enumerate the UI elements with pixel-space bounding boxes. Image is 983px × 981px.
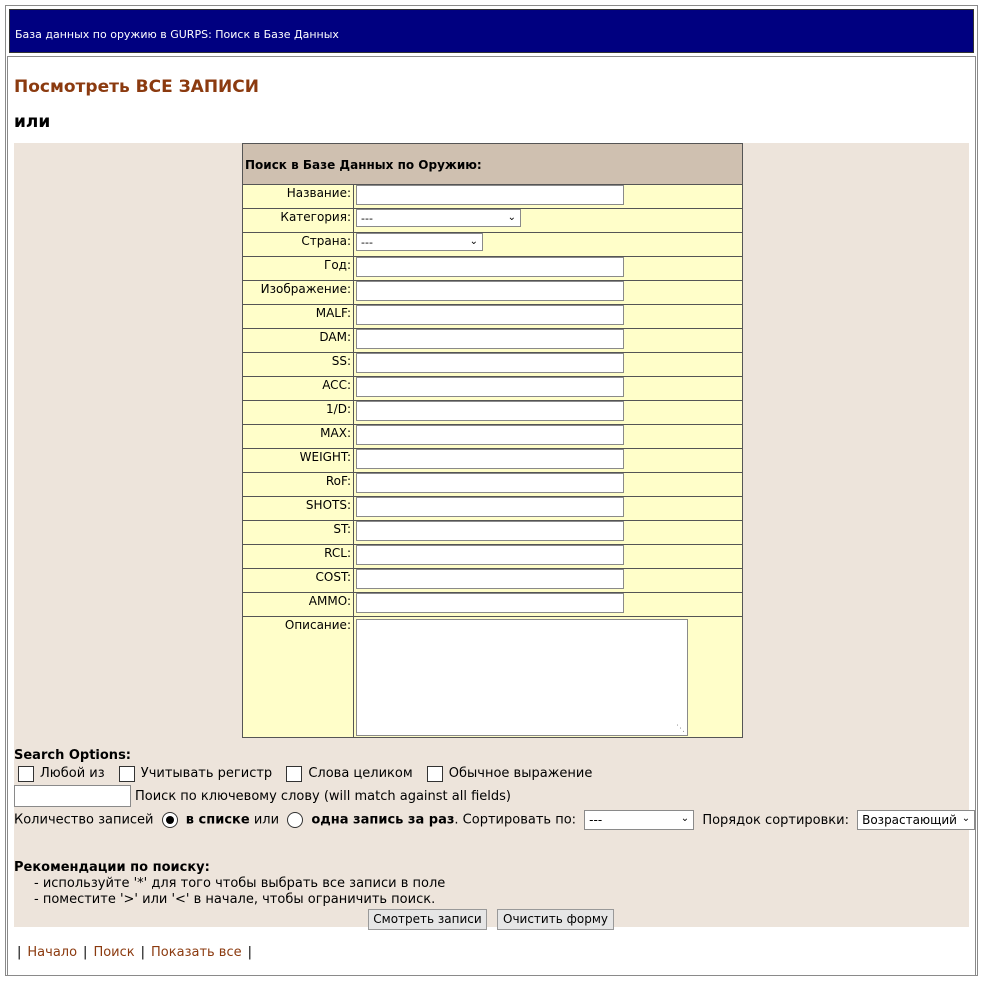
row-shots [243,497,742,521]
match-case-label: Учитывать регистр [140,766,273,781]
image-label: Изображение: [260,282,351,296]
count-sort-line [14,810,975,832]
footer-nav: | Начало | Поиск | Показать все | [17,945,253,960]
regex-label: Обычное выражение [448,766,593,781]
view-records-button[interactable]: Смотреть записи [368,909,487,930]
category-select-value: --- [361,212,373,225]
in-list-radio[interactable] [162,812,178,828]
row-category [243,209,742,233]
description-label: Описание: [284,618,351,632]
st-input[interactable] [356,521,624,541]
clear-form-button[interactable]: Очистить форму [497,909,614,930]
row-weight [243,449,742,473]
image-input[interactable] [356,281,624,301]
footer-show-all-link[interactable]: Показать все [151,945,242,960]
country-label: Страна: [301,234,351,248]
row-rof [243,473,742,497]
weight-input[interactable] [356,449,624,469]
cost-input[interactable] [356,569,624,589]
view-all-link[interactable]: Посмотреть ВСЕ ЗАПИСИ [14,77,259,97]
name-input[interactable] [356,185,624,205]
tip-line: - используйте '*' для того чтобы выбрать все записи в поле [34,876,446,891]
chevron-down-icon: ⌄ [507,212,516,223]
row-description [243,617,742,737]
sort-by-value: --- [589,813,603,827]
whole-words-checkbox[interactable] [286,766,302,782]
ss-label: SS: [331,354,351,368]
any-of-label: Любой из [40,766,105,781]
category-label: Категория: [280,210,351,224]
st-label: ST: [333,522,351,536]
shots-input[interactable] [356,497,624,517]
tips-list [34,876,445,908]
country-select[interactable] [356,233,483,251]
or-label: или [14,112,51,132]
malf-label: MALF: [315,306,351,320]
form-heading: Поиск в Базе Данных по Оружию: [245,158,482,172]
name-label: Название: [286,186,351,200]
rof-label: RoF: [325,474,351,488]
one-at-a-time-radio[interactable] [287,812,303,828]
row-country [243,233,742,257]
malf-input[interactable] [356,305,624,325]
whole-words-label: Слова целиком [308,766,413,781]
ammo-input[interactable] [356,593,624,613]
chevron-down-icon: ⌄ [961,813,971,824]
search-form-table [242,143,743,738]
search-panel [14,143,969,927]
one-at-a-time-label: одна запись за раз [311,812,455,828]
sort-order-select[interactable] [857,810,975,830]
year-label: Год: [324,258,351,272]
max-input[interactable] [356,425,624,445]
row-image [243,281,742,305]
max-label: MAX: [320,426,351,440]
form-heading-row [243,144,742,185]
or-word: или [253,812,280,828]
in-list-label: в списке [185,812,250,828]
page-frame [5,5,978,976]
count-label: Количество записей [14,812,154,828]
row-rcl [243,545,742,569]
search-options-checkboxes [18,766,602,784]
shots-label: SHOTS: [305,498,351,512]
sort-order-value: Возрастающий [862,813,957,827]
year-input[interactable] [356,257,624,277]
row-year [243,257,742,281]
acc-input[interactable] [356,377,624,397]
tip-line: - поместите '>' или '<' в начале, чтобы ограничить поиск. [34,892,436,907]
tips-title: Рекомендации по поиску: [14,860,210,875]
sort-by-label: . Сортировать по: [454,812,577,828]
page-title: База данных по оружию в GURPS: Поиск в Базе Данных [15,28,339,41]
row-ammo [243,593,742,617]
category-select[interactable] [356,209,521,227]
row-half-d [243,401,742,425]
ss-input[interactable] [356,353,624,373]
sort-by-select[interactable] [584,810,694,830]
rof-input[interactable] [356,473,624,493]
acc-label: ACC: [322,378,351,392]
rcl-label: RCL: [324,546,351,560]
row-ss [243,353,742,377]
row-name [243,185,742,209]
dam-input[interactable] [356,329,624,349]
ammo-label: AMMO: [308,594,351,608]
row-malf [243,305,742,329]
cost-label: COST: [315,570,351,584]
any-of-checkbox[interactable] [18,766,34,782]
row-dam [243,329,742,353]
weight-label: WEIGHT: [299,450,351,464]
title-bar [9,9,974,53]
footer-home-link[interactable]: Начало [27,945,78,960]
rcl-input[interactable] [356,545,624,565]
main-content [7,56,976,976]
row-st [243,521,742,545]
search-options-title: Search Options: [14,748,131,763]
half-d-label: 1/D: [326,402,351,416]
chevron-down-icon: ⌄ [680,813,690,824]
footer-search-link[interactable]: Поиск [93,945,135,960]
match-case-checkbox[interactable] [119,766,135,782]
row-cost [243,569,742,593]
keyword-input[interactable] [14,785,131,807]
country-select-value: --- [361,236,373,249]
regex-checkbox[interactable] [427,766,443,782]
row-max [243,425,742,449]
resize-grip-icon[interactable]: ⋱ [676,724,685,734]
row-acc [243,377,742,401]
half-d-input[interactable] [356,401,624,421]
description-textarea[interactable] [356,619,688,736]
keyword-label: Поиск по ключевому слову (will match against all fields) [135,789,511,804]
sort-order-label: Порядок сортировки: [702,812,849,828]
dam-label: DAM: [319,330,351,344]
chevron-down-icon: ⌄ [469,236,478,247]
